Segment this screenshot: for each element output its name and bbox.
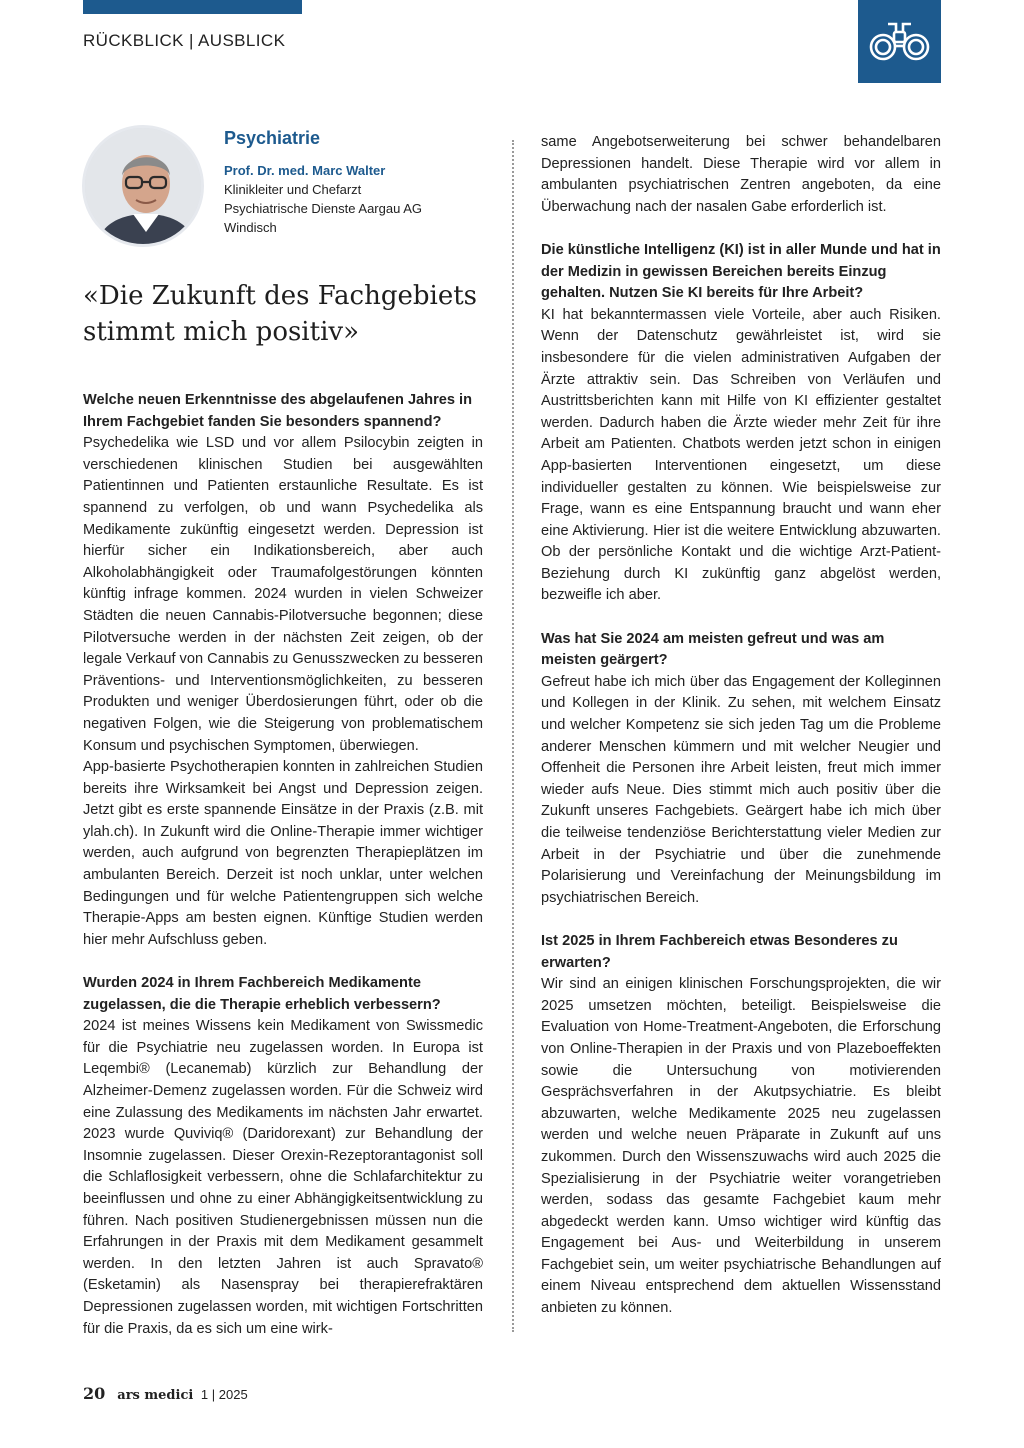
answer-5: Wir sind an einigen klinischen Forschungsprojekten, die wir 2025 umsetzen möchten, beteiligt. Beispielsweise die Evaluation von Home-Treatment-Angeboten, die Erforschung von Online-Therapien in der Praxis und von Plazeboeffekten sowie die Untersuchung von motivierenden Gesprächsverfahren in der Akutpsychiatrie. Es bleibt abzuwarten, welche Medikamente 2025 neu zugelassen werden und welche neuen Präparate in Zukunft auf uns zukommen. Durch den Wissenszuwachs wird auch 2025 die Spezialisierung in der Psychiatrie weiter vorangetrieben werden, sodass das gesamte Fachgebiet kaum mehr abgedeckt werden kann. Umso wichtiger wird künftig das Engagement bei Aus- und Weiterbildung in unserem Fachgebiet sein, um weiter psychiatrische Behandlungen auf einem Niveau entsprechend dem aktuellen Wissensstand anbieten zu können. xyxy=(541,976,941,1317)
answer-1-paragraph-1: Psychedelika wie LSD und vor allem Psilocybin zeigten in verschiedenen klinischen Studien bei ausgewählten Patientinnen und Patienten erstaunliche Resultate. Es ist spannend zu verfolgen, ob und wann Psychedelika als Medikamente zukünftig eingesetzt werden. Depression ist hierfür sicher ein Indikationsbereich, aber auch Alkoholabhängigkeit oder Traumafolgestörungen könnten künftig infrage kommen. 2024 wurden in vielen Schweizer Städten die neuen Cannabis-Pilotversuche begonnen; diese Pilotversuche werden in der nächsten Zeit zeigen, ob der legale Verkauf von Cannabis zu Genusszwecken zu besseren Präventions- und Interventionsmöglichkeiten, zu besseren Produkten und weniger Überdosierungen führt, oder ob die negativen Folgen, wie die Steigerung von problematischem Konsum und psychischen Symptomen, überwiegen. xyxy=(83,435,483,754)
column-divider xyxy=(512,140,514,1332)
author-portrait xyxy=(82,125,204,247)
author-block xyxy=(224,128,422,237)
author-portrait-illustration xyxy=(85,128,204,247)
question-1: Welche neuen Erkenntnisse des abgelaufenen Jahres in Ihrem Fachgebiet fanden Sie besonders spannend? xyxy=(83,392,473,430)
author-name: Prof. Dr. med. Marc Walter xyxy=(224,163,386,178)
section-label: RÜCKBLICK | AUSBLICK xyxy=(83,31,286,50)
binoculars-icon xyxy=(868,18,931,64)
author-institution: Psychiatrische Dienste Aargau AG xyxy=(224,201,422,216)
topic-title: Psychiatrie xyxy=(224,128,321,148)
answer-4: Gefreut habe ich mich über das Engagement der Kolleginnen und Kollegen in der Klinik. Zu sehen, mit welchem Einsatz und welcher Kompetenz sie sich jeden Tag um die Probleme anderer Menschen kümmern und mit welcher Neugier und Offenheit die Personen ihre Arbeit leisten, freut mich immer wieder aufs Neue. Dies stimmt mich auch positiv über die Zukunft unseres Fachgebiets. Geärgert habe ich mich über die teilweise tendenziöse Berichterstattung vieler Medien zur Arbeit in der Psychiatrie und über die zunehmende Polarisierung und Vereinfachung der Meinungsbildung im psychiatrischen Bereich. xyxy=(541,673,941,906)
section-icon-box xyxy=(858,0,941,83)
right-column xyxy=(541,132,941,1320)
question-2: Wurden 2024 in Ihrem Fachbereich Medikamente zugelassen, die die Therapie erheblich verbessern? xyxy=(83,975,441,1013)
article-headline: «Die Zukunft des Fachgebiets stimmt mich positiv» xyxy=(83,281,477,347)
question-3: Die künstliche Intelligenz (KI) ist in aller Munde und hat in der Medizin in gewissen Bereichen bereits Einzug gehalten. Nutzen Sie KI bereits für Ihre Arbeit? xyxy=(541,241,941,302)
header-accent-bar xyxy=(83,0,302,14)
answer-1-paragraph-2: App-basierte Psychotherapien konnten in zahlreichen Studien bereits ihre Wirksamkeit bei Angst und Depression zeigen. Jetzt gibt es erste spannende Einsätze in der Praxis (z.B. mit ylah.ch). In Zukunft wird die Online-Therapie immer wichtiger werden, auch aufgrund von begrenzten Therapieplätzen im ambulanten Bereich. Derzeit ist noch unklar, unter welchen Bedingungen und für welche Patientengruppen sich welche Therapie-Apps am besten eignen. Künftige Studien werden hier mehr Aufschluss geben. xyxy=(83,759,483,948)
issue-number: 1 | 2025 xyxy=(200,1387,248,1402)
answer-2: 2024 ist meines Wissens kein Medikament von Swissmedic für die Psychiatrie neu zugelassen worden. In Europa ist Leqembi® (Lecanemab) kürzlich zur Behandlung der Alzheimer-Demenz zugelassen worden. Für die Schweiz wird eine Zulassung des Medikaments im nächsten Jahr erwartet. 2023 wurde Quviviq® (Daridorexant) zur Behandlung der Insomnie zugelassen. Dieser Orexin-Rezeptorantagonist soll die Schlaflosigkeit verbessern, ohne die Schlafarchitektur zu beeinflussen und ohne zu einer Abhängigkeitsentwicklung zu führen. Nach positiven Studienergebnissen müssen nun die Erfahrungen in der Praxis mit dem Medikament gesammelt werden. In den letzten Jahren ist auch Spravato® (Esketamin) als Nasenspray bei therapierefraktären Depressionen zugelassen worden, mit wichtigen Fortschritten für die Praxis, da es sich um eine wirk- xyxy=(83,1018,483,1337)
question-5: Ist 2025 in Ihrem Fachbereich etwas Besonderes zu erwarten? xyxy=(541,932,898,971)
page-footer xyxy=(83,1384,248,1403)
question-4: Was hat Sie 2024 am meisten gefreut und was am meisten geärgert? xyxy=(541,630,885,669)
magazine-name: ars medici xyxy=(117,1388,194,1403)
author-role: Klinikleiter und Chefarzt xyxy=(224,182,362,197)
answer-3: KI hat bekanntermassen viele Vorteile, aber auch Risiken. Wenn der Datenschutz gewährleistet ist, wird sie insbesondere für die vielen administrativen Aufgaben der Ärzte attraktiv sein. Das Schreiben von Verläufen und Austrittsberichten kann mit Hilfe von KI effizienter gestaltet werden. Dadurch haben die Ärzte wieder mehr Zeit für ihre Arbeit am Patienten. Chatbots werden jetzt schon in einigen App-basierten Interventionen eingesetzt, um diese individueller gestalten zu können. Wie beispielsweise zur Frage, wann es eine Entspannung braucht und wann eher eine Aktivierung. Hier ist die weitere Entwicklung abzuwarten. Ob der persönliche Kontakt und die wichtige Arzt-Patient-Beziehung durch KI zukünftig ganz abgelöst werden, bezweifle ich aber. xyxy=(541,306,941,604)
page-number: 20 xyxy=(83,1384,106,1403)
left-column xyxy=(83,390,483,1340)
answer-2-continued: same Angebotserweiterung bei schwer behandelbaren Depressionen handelt. Diese Therapie wird vor allem in ambulanten psychiatrischen Zentren angeboten, da eine Überwachung nach der nasalen Gabe erforderlich ist. xyxy=(541,134,941,215)
author-location: Windisch xyxy=(224,220,277,235)
